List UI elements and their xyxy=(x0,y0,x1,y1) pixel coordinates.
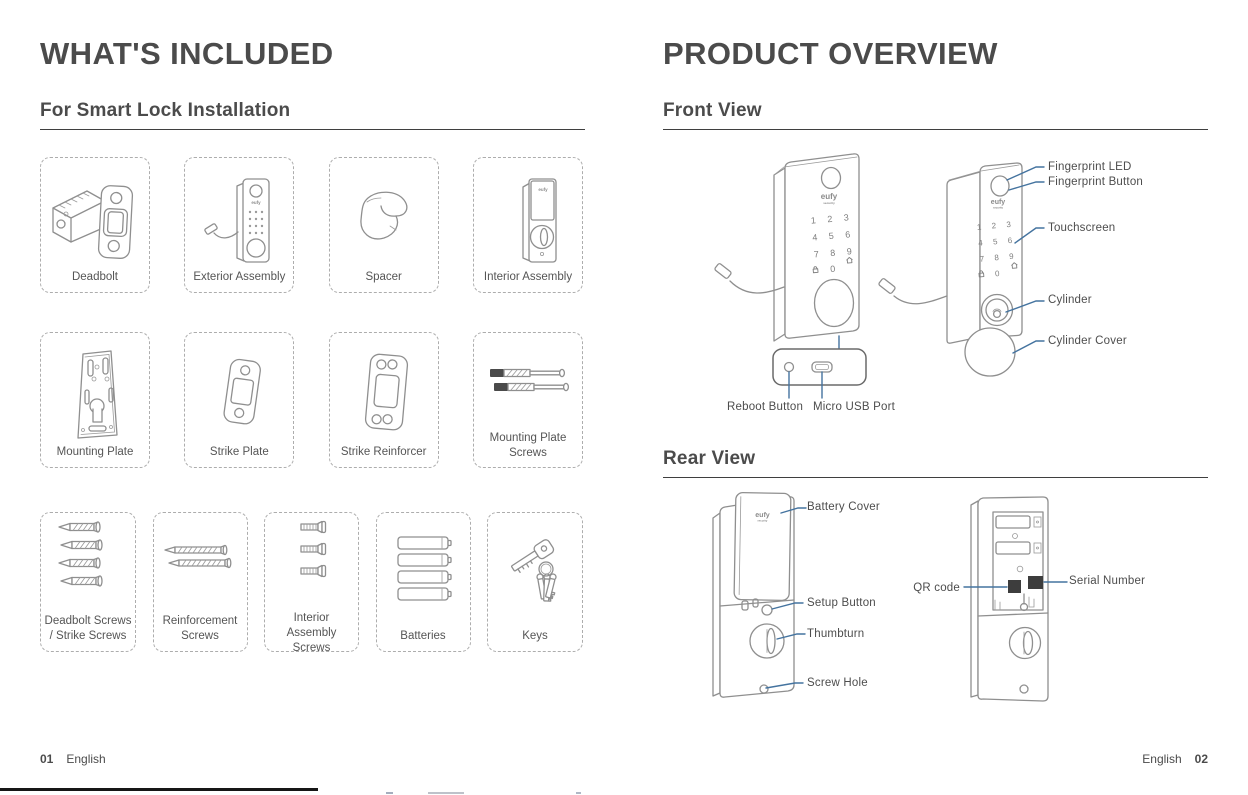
included-row-3 xyxy=(40,512,583,652)
next-page-edge xyxy=(0,788,318,791)
included-item-interior-assembly xyxy=(473,157,583,293)
included-item-interior-assembly-screws xyxy=(264,512,359,652)
next-page-text-sliver xyxy=(428,792,464,794)
qr-code-mark xyxy=(1008,580,1021,593)
interior-assembly-illustration xyxy=(478,172,578,268)
brand-logo-text: eufy xyxy=(820,192,838,201)
included-item-label: Deadbolt xyxy=(71,271,119,284)
footer-language: English xyxy=(1142,752,1182,766)
label-fingerprint-button: Fingerprint Button xyxy=(1048,176,1144,188)
included-item-label: Batteries xyxy=(400,630,446,643)
section-heading-rear-view: Rear View xyxy=(663,448,756,469)
included-item-deadbolt xyxy=(40,157,150,293)
included-item-label: Spacer xyxy=(365,271,402,284)
page-title-left: WHAT'S INCLUDED xyxy=(40,36,334,71)
batteries-illustration xyxy=(380,531,466,627)
footer-page-number: 02 xyxy=(1194,752,1208,766)
exterior-assembly-illustration xyxy=(189,172,289,268)
included-item-label: Strike Reinforcer xyxy=(340,446,427,459)
included-item-label: Mounting Plate xyxy=(56,446,134,459)
deadbolt-screws-illustration xyxy=(45,516,131,612)
label-cylinder: Cylinder xyxy=(1048,294,1092,306)
keypad-zero: 0 xyxy=(994,269,1000,279)
included-item-label: Exterior Assembly xyxy=(193,271,286,284)
rear-view-diagram xyxy=(663,485,1208,720)
brand-logo-text: eufy xyxy=(990,199,1006,206)
section-rule-rear xyxy=(663,477,1208,478)
keypad-row-3: 7 8 9 xyxy=(979,251,1014,264)
included-item-spacer xyxy=(329,157,439,293)
included-row-1 xyxy=(40,157,583,293)
included-item-reinforcement-screws xyxy=(153,512,248,652)
footer-right xyxy=(663,752,1208,766)
label-cylinder-cover: Cylinder Cover xyxy=(1048,335,1127,347)
label-serial-number: Serial Number xyxy=(1069,575,1146,587)
footer-page-number: 01 xyxy=(40,752,54,766)
mounting-plate-screws-illustration xyxy=(478,333,578,429)
included-item-label: Interior Assembly xyxy=(483,271,573,284)
label-fingerprint-led: Fingerprint LED xyxy=(1048,161,1132,173)
included-item-label: Reinforcement Screws xyxy=(162,615,238,643)
next-page-text-sliver xyxy=(386,792,393,794)
section-heading-install: For Smart Lock Installation xyxy=(40,100,291,121)
included-item-deadbolt-screws xyxy=(40,512,136,652)
included-item-label: Strike Plate xyxy=(209,446,269,459)
included-item-label: Mounting Plate Screws xyxy=(489,432,567,459)
label-screw-hole: Screw Hole xyxy=(807,677,868,689)
strike-plate-illustration xyxy=(189,347,289,443)
included-item-strike-reinforcer xyxy=(329,332,439,468)
brand-sub-text: security xyxy=(993,206,1003,210)
footer-left xyxy=(40,752,106,766)
keypad-row-3: 7 8 9 xyxy=(813,246,853,260)
strike-reinforcer-illustration xyxy=(334,347,434,443)
brand-logo-text: eufy xyxy=(755,511,770,520)
serial-number-mark xyxy=(1028,576,1043,589)
included-item-label: Keys xyxy=(522,630,548,643)
label-battery-cover: Battery Cover xyxy=(807,501,880,513)
keypad-row-1: 1 2 3 xyxy=(810,212,850,226)
included-item-exterior-assembly xyxy=(184,157,294,293)
page-title-right: PRODUCT OVERVIEW xyxy=(663,36,998,71)
mounting-plate-illustration xyxy=(45,347,145,443)
included-item-label: Deadbolt Screws / Strike Screws xyxy=(44,615,132,643)
keypad-row-2: 4 5 6 xyxy=(977,235,1013,248)
included-item-mounting-plate xyxy=(40,332,150,468)
included-item-strike-plate xyxy=(184,332,294,468)
brand-sub-text: security xyxy=(757,519,768,523)
section-rule-left xyxy=(40,129,585,130)
section-heading-front-view: Front View xyxy=(663,100,762,121)
brand-logo-text: eufy xyxy=(538,187,548,193)
spacer-illustration xyxy=(334,172,434,268)
next-page-text-sliver xyxy=(576,792,581,794)
keypad-row-2: 4 5 6 xyxy=(811,229,851,243)
label-touchscreen: Touchscreen xyxy=(1048,222,1116,234)
keypad-zero: 0 xyxy=(829,263,836,275)
label-micro-usb-port: Micro USB Port xyxy=(813,401,896,413)
brand-sub-text: security xyxy=(823,201,835,205)
section-rule-front xyxy=(663,129,1208,130)
included-item-batteries xyxy=(376,512,471,652)
reinforcement-screws-illustration xyxy=(157,516,243,612)
keypad-row-1: 1 2 3 xyxy=(976,219,1012,232)
label-qr-code: QR code xyxy=(913,582,960,594)
included-row-2 xyxy=(40,332,583,468)
label-setup-button: Setup Button xyxy=(807,597,876,609)
included-item-keys xyxy=(487,512,583,652)
brand-logo-text: eufy xyxy=(251,200,261,206)
interior-assembly-screws-illustration xyxy=(269,513,355,609)
label-reboot-button: Reboot Button xyxy=(727,401,804,413)
footer-language: English xyxy=(66,752,106,766)
included-item-mounting-plate-screws xyxy=(473,332,583,468)
deadbolt-illustration xyxy=(45,172,145,268)
included-item-label: Interior Assembly Screws xyxy=(286,612,337,654)
label-thumbturn: Thumbturn xyxy=(807,628,865,640)
keys-illustration xyxy=(492,531,578,627)
